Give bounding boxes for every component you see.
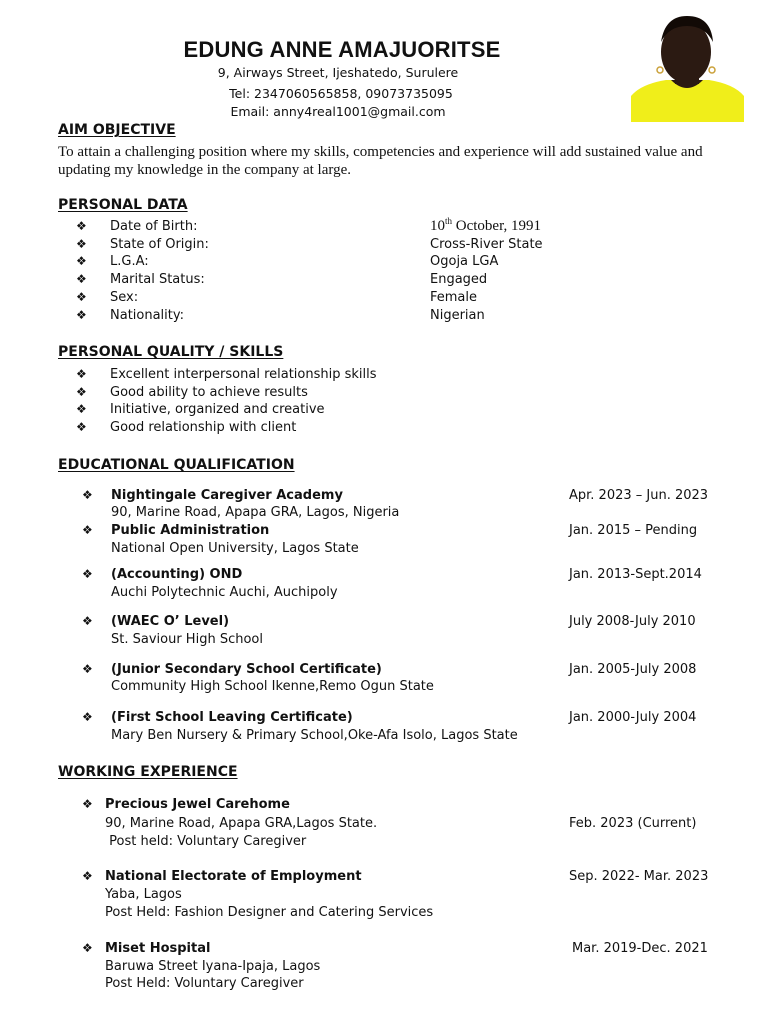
bullet-icon: ❖ bbox=[82, 941, 93, 955]
bullet-icon: ❖ bbox=[76, 402, 87, 416]
dob-suffix: th bbox=[445, 216, 453, 226]
work-address: 90, Marine Road, Apapa GRA,Lagos State. bbox=[105, 816, 378, 831]
sex-value: Female bbox=[430, 290, 478, 305]
origin-value: Cross-River State bbox=[430, 237, 543, 252]
work-post: Post Held: Fashion Designer and Catering Services bbox=[105, 905, 434, 920]
edu-detail: Auchi Polytechnic Auchi, Auchipoly bbox=[111, 585, 338, 600]
skill-item: Good ability to achieve results bbox=[110, 385, 308, 400]
skill-item: Initiative, organized and creative bbox=[110, 402, 325, 417]
email: Email: anny4real1001@gmail.com bbox=[230, 104, 446, 119]
bullet-icon: ❖ bbox=[82, 567, 93, 581]
candidate-name: EDUNG ANNE AMAJUORITSE bbox=[183, 37, 501, 62]
aim-text: To attain a challenging position where my skills, competencies and experience will add sustained value and updating my knowledge in the company at large. bbox=[58, 144, 703, 178]
work-date: Sep. 2022- Mar. 2023 bbox=[569, 869, 709, 884]
bullet-icon: ❖ bbox=[76, 219, 87, 233]
bullet-icon: ❖ bbox=[76, 254, 87, 268]
dob-label: Date of Birth: bbox=[110, 219, 198, 234]
dob-value bbox=[430, 216, 541, 235]
edu-date: Jan. 2013-Sept.2014 bbox=[569, 567, 702, 582]
skill-item: Excellent interpersonal relationship skills bbox=[110, 367, 377, 382]
dob-day: 10 bbox=[430, 218, 445, 234]
bullet-icon: ❖ bbox=[82, 488, 93, 502]
bullet-icon: ❖ bbox=[76, 308, 87, 322]
edu-date: July 2008-July 2010 bbox=[569, 614, 696, 629]
nationality-value: Nigerian bbox=[430, 308, 485, 323]
profile-photo bbox=[631, 12, 744, 122]
bullet-icon: ❖ bbox=[76, 420, 87, 434]
edu-name: (WAEC O’ Level) bbox=[111, 614, 230, 629]
edu-detail: St. Saviour High School bbox=[111, 632, 263, 647]
edu-name: (Junior Secondary School Certificate) bbox=[111, 662, 382, 677]
edu-name: (First School Leaving Certificate) bbox=[111, 710, 353, 725]
edu-detail: Mary Ben Nursery & Primary School,Oke-Afa Isolo, Lagos State bbox=[111, 728, 518, 743]
edu-date: Jan. 2015 – Pending bbox=[569, 523, 698, 538]
bullet-icon: ❖ bbox=[76, 367, 87, 381]
bullet-icon: ❖ bbox=[82, 710, 93, 724]
personal-heading: PERSONAL DATA bbox=[58, 197, 188, 213]
lga-label: L.G.A: bbox=[110, 254, 149, 269]
edu-detail: Community High School Ikenne,Remo Ogun State bbox=[111, 679, 434, 694]
lga-value: Ogoja LGA bbox=[430, 254, 499, 269]
edu-date: Apr. 2023 – Jun. 2023 bbox=[569, 488, 709, 503]
work-name: Precious Jewel Carehome bbox=[105, 797, 290, 812]
bullet-icon: ❖ bbox=[82, 797, 93, 811]
skill-item: Good relationship with client bbox=[110, 420, 297, 435]
aim-heading: AIM OBJECTIVE bbox=[58, 122, 176, 138]
bullet-icon: ❖ bbox=[82, 869, 93, 883]
bullet-icon: ❖ bbox=[76, 290, 87, 304]
skills-heading: PERSONAL QUALITY / SKILLS bbox=[58, 344, 284, 360]
work-address: Yaba, Lagos bbox=[105, 887, 182, 902]
edu-name: Nightingale Caregiver Academy bbox=[111, 488, 343, 503]
origin-label: State of Origin: bbox=[110, 237, 209, 252]
bullet-icon: ❖ bbox=[82, 614, 93, 628]
bullet-icon: ❖ bbox=[82, 523, 93, 537]
edu-name: (Accounting) OND bbox=[111, 567, 243, 582]
work-date: Mar. 2019-Dec. 2021 bbox=[572, 941, 708, 956]
work-name: National Electorate of Employment bbox=[105, 869, 362, 884]
edu-detail: 90, Marine Road, Apapa GRA, Lagos, Nigeria bbox=[111, 505, 400, 520]
edu-name: Public Administration bbox=[111, 523, 270, 538]
work-address: Baruwa Street Iyana-Ipaja, Lagos bbox=[105, 959, 321, 974]
nationality-label: Nationality: bbox=[110, 308, 185, 323]
edu-date: Jan. 2000-July 2004 bbox=[569, 710, 697, 725]
edu-detail: National Open University, Lagos State bbox=[111, 541, 359, 556]
dob-rest: October, 1991 bbox=[452, 218, 541, 234]
bullet-icon: ❖ bbox=[76, 237, 87, 251]
edu-date: Jan. 2005-July 2008 bbox=[569, 662, 697, 677]
work-date: Feb. 2023 (Current) bbox=[569, 816, 697, 831]
marital-label: Marital Status: bbox=[110, 272, 205, 287]
bullet-icon: ❖ bbox=[76, 272, 87, 286]
education-heading: EDUCATIONAL QUALIFICATION bbox=[58, 457, 295, 473]
work-post: Post held: Voluntary Caregiver bbox=[105, 834, 307, 849]
bullet-icon: ❖ bbox=[82, 662, 93, 676]
bullet-icon: ❖ bbox=[76, 385, 87, 399]
work-post: Post Held: Voluntary Caregiver bbox=[105, 976, 304, 991]
phone: Tel: 2347060565858, 09073735095 bbox=[229, 86, 453, 101]
address: 9, Airways Street, Ijeshatedo, Surulere bbox=[217, 65, 459, 80]
sex-label: Sex: bbox=[110, 290, 139, 305]
work-name: Miset Hospital bbox=[105, 941, 211, 956]
work-heading: WORKING EXPERIENCE bbox=[58, 764, 238, 780]
marital-value: Engaged bbox=[430, 272, 488, 287]
